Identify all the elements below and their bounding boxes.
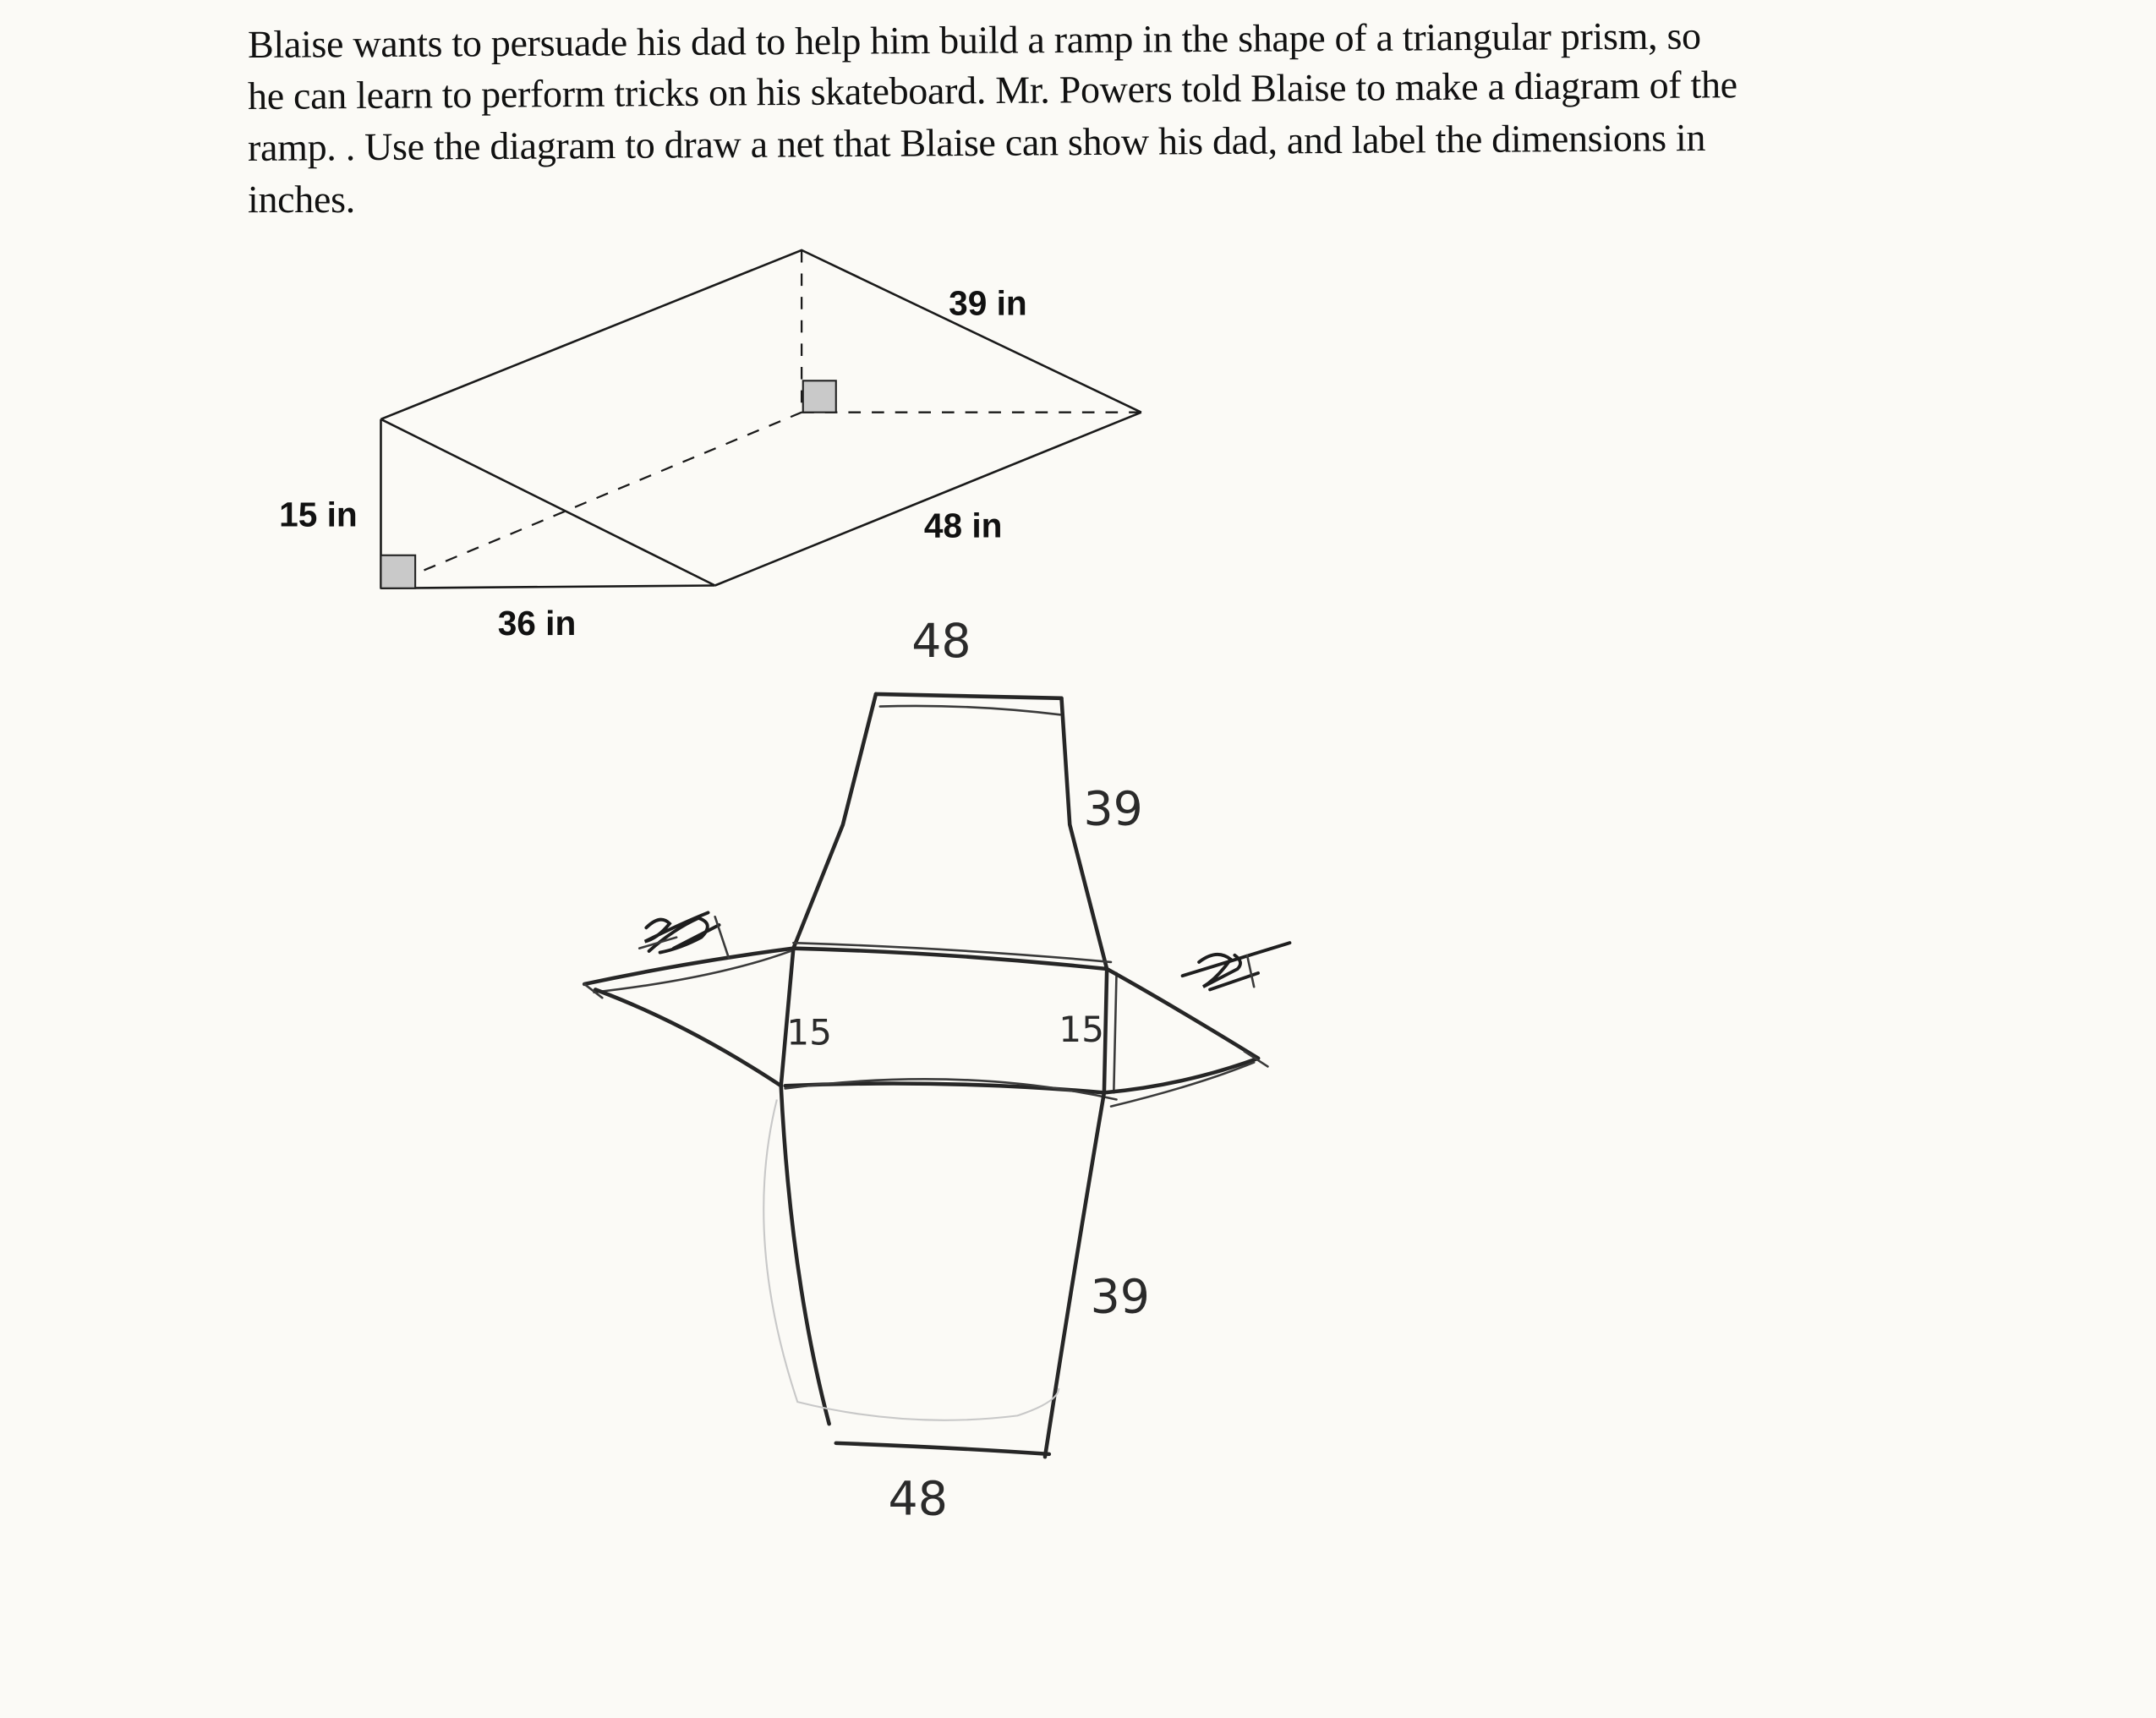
net-label-top-width: 48 — [911, 615, 971, 670]
label-hypotenuse: 39 in — [949, 283, 1027, 323]
prism-front-hypotenuse-edge — [380, 419, 714, 586]
net-bottom-face — [763, 1086, 1104, 1457]
prompt-line-3: ramp. . Use the diagram to draw a net that Blaise can show his dad, and label the dimensions in — [247, 115, 1706, 169]
right-angle-marker-front — [380, 555, 415, 588]
prism-diagram — [279, 250, 1141, 643]
net-left-triangle — [584, 949, 793, 1086]
net-label-upper-side: 39 — [1083, 782, 1143, 837]
net-top-face — [793, 694, 1107, 969]
net-label-right-height: 15 — [1059, 1009, 1105, 1051]
net-scribble-left — [639, 912, 729, 958]
student-net — [584, 615, 1289, 1526]
net-label-bottom-width: 48 — [888, 1472, 948, 1527]
right-angle-marker-back — [803, 380, 836, 412]
label-height: 15 in — [279, 495, 358, 534]
prompt-line-4: inches. — [248, 178, 355, 221]
prism-front-base-edge — [380, 586, 714, 588]
prompt-line-1: Blaise wants to persuade his dad to help him build a ramp in the shape of a triangular prism, so — [247, 14, 1701, 66]
net-right-triangle — [1104, 969, 1268, 1107]
prism-top-left-edge — [380, 250, 1141, 419]
net-label-left-height: 15 — [786, 1011, 833, 1053]
net-scribble-right — [1183, 943, 1290, 989]
label-length: 48 in — [923, 506, 1003, 545]
prompt-line-2: he can learn to perform tricks on his skateboard. Mr. Powers told Blaise to make a diagram of the — [247, 63, 1738, 118]
prism-bottom-right-edge — [715, 413, 1141, 586]
prism-hidden-depth — [380, 413, 802, 588]
label-base: 36 in — [497, 604, 577, 643]
net-label-lower-side: 39 — [1090, 1270, 1150, 1325]
